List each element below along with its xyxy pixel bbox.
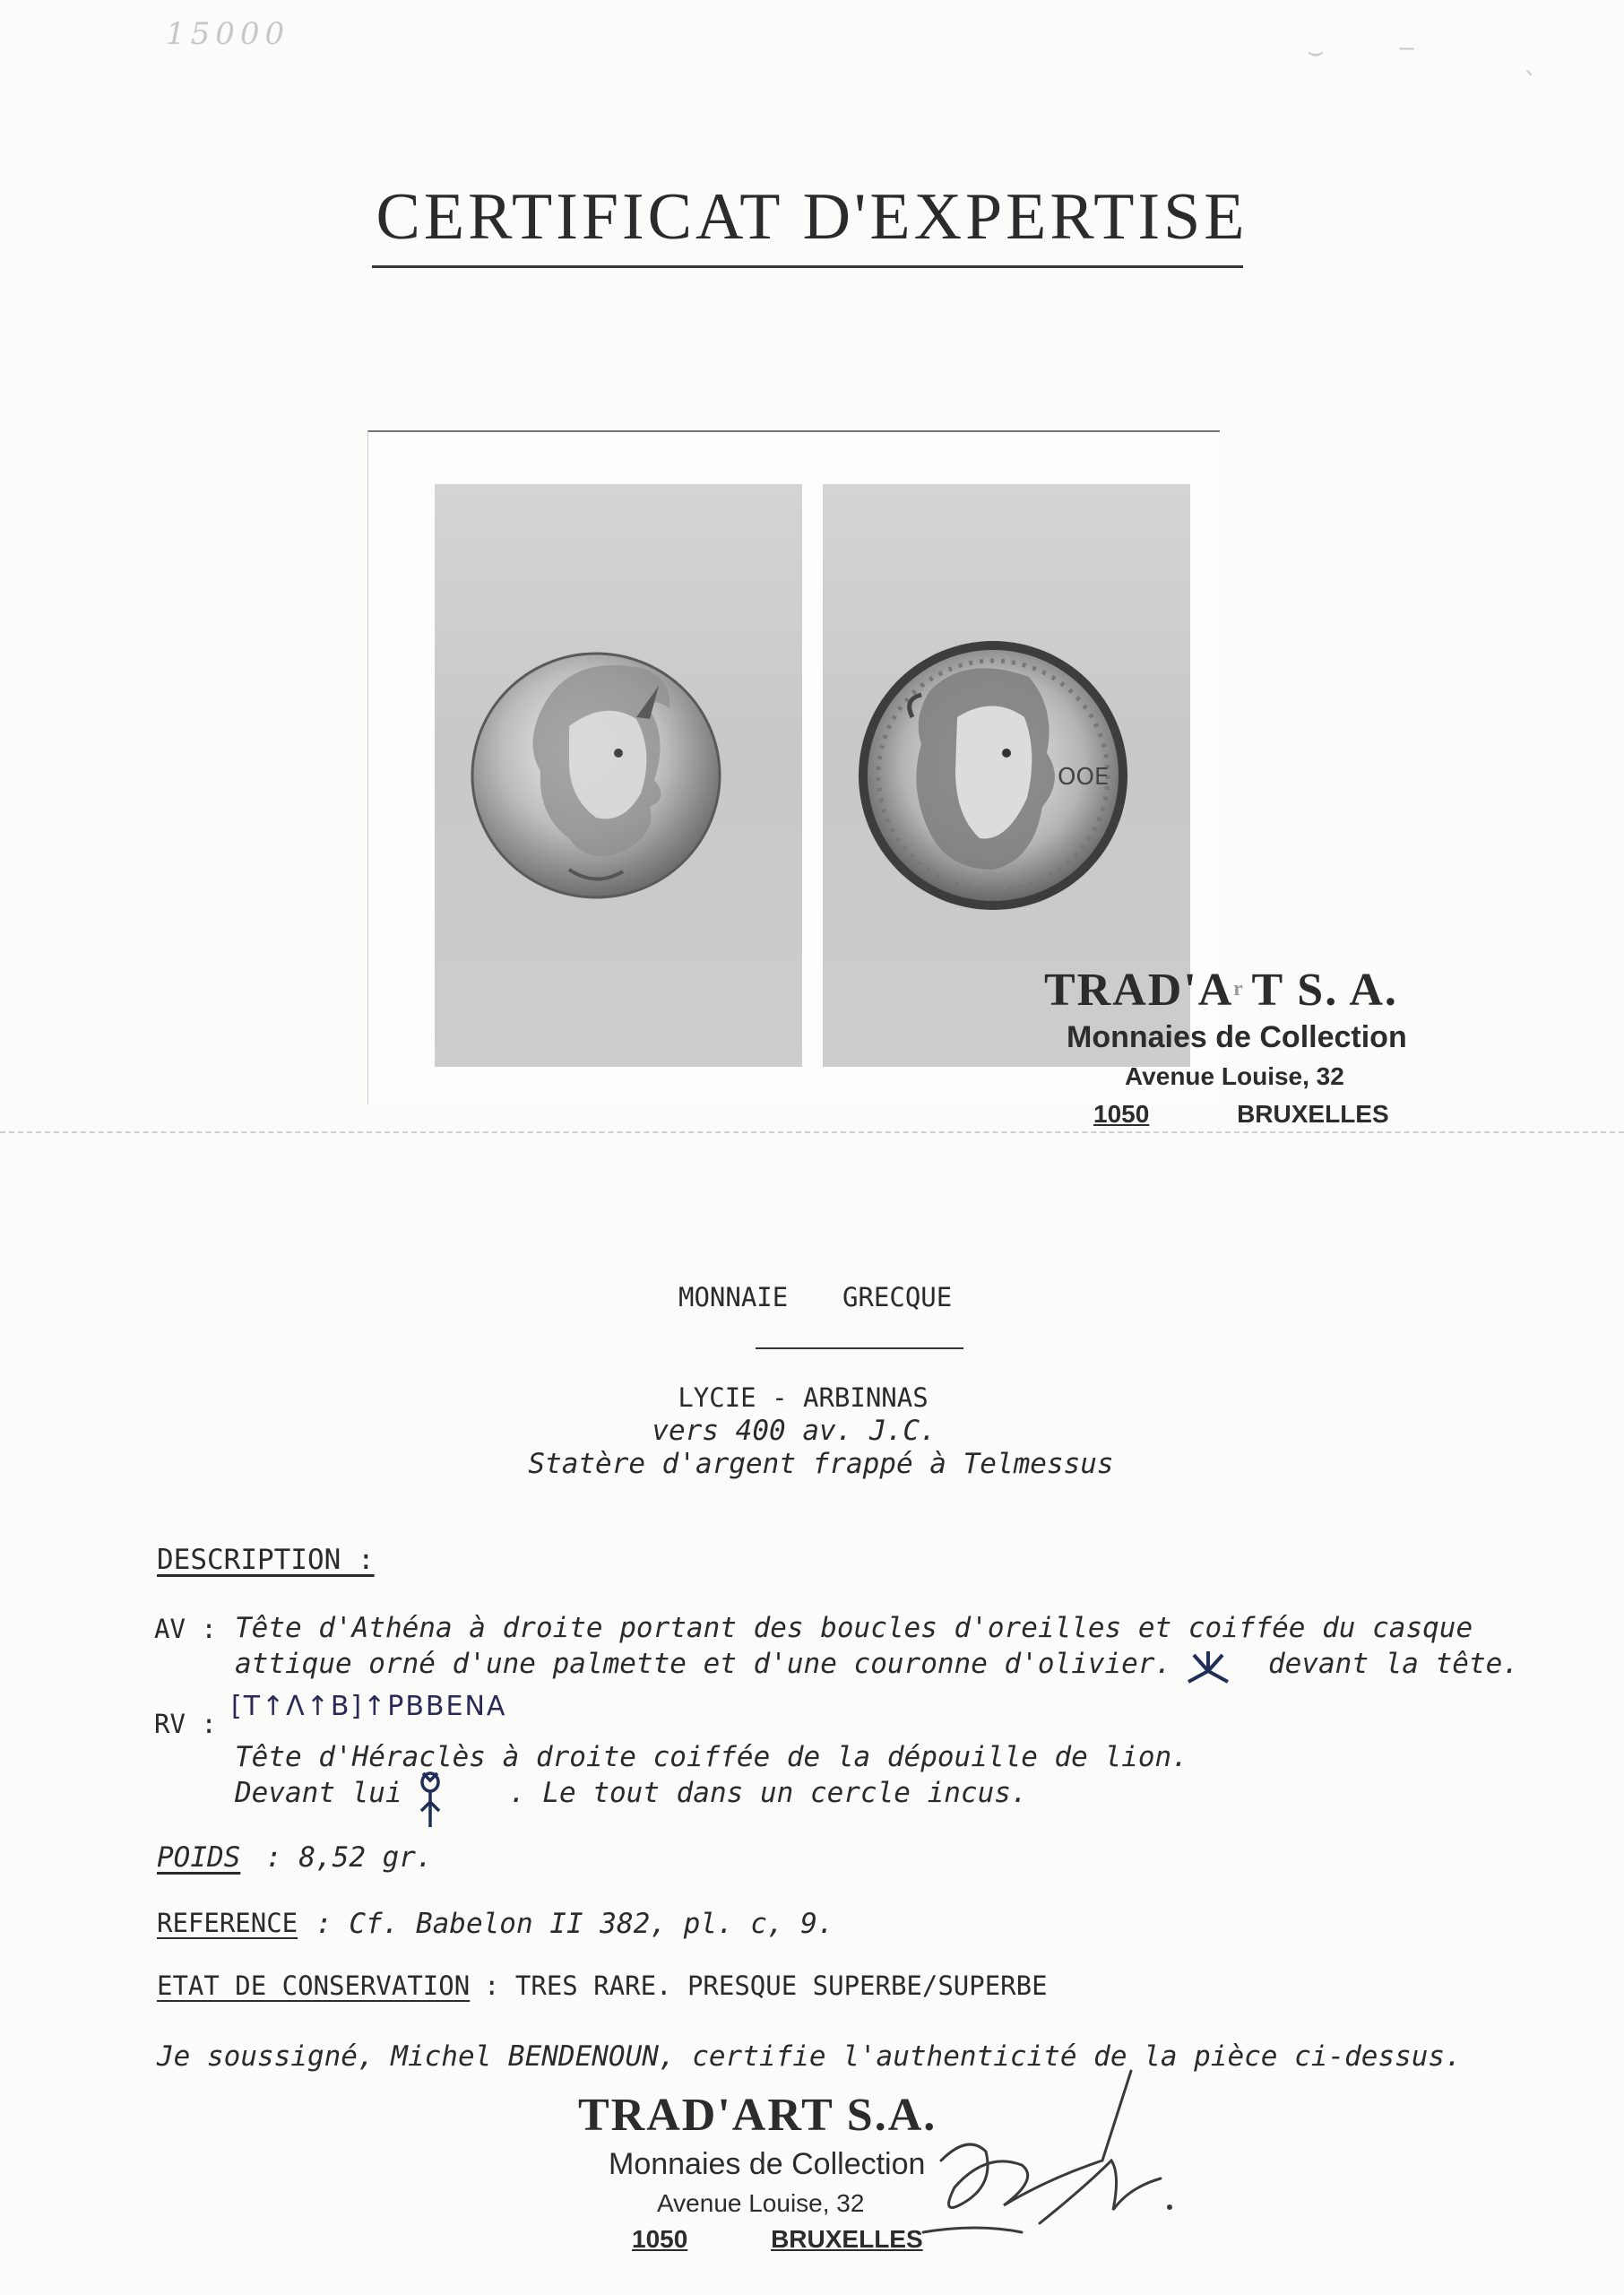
palmette-symbol-icon bbox=[1181, 1646, 1235, 1685]
heading-rule bbox=[756, 1347, 963, 1349]
av-label: AV : bbox=[154, 1614, 217, 1644]
svg-text:OOE: OOE bbox=[1058, 764, 1110, 791]
corner-dash-icon: ‒ bbox=[1398, 32, 1416, 64]
corner-tick-icon: ˎ bbox=[1524, 45, 1537, 76]
coin-region: LYCIE - ARBINNAS bbox=[678, 1382, 929, 1413]
description-label: DESCRIPTION : bbox=[157, 1544, 375, 1576]
stamp-bottom-city: BRUXELLES bbox=[771, 2225, 923, 2253]
condition-label: ETAT DE CONSERVATION bbox=[157, 1970, 471, 2001]
rv-line-2a: Devant lui bbox=[235, 1777, 402, 1809]
corner-scribble: 15000 bbox=[166, 16, 290, 52]
stamp-bottom-line1: Monnaies de Collection bbox=[609, 2147, 926, 2181]
category-right: GRECQUE bbox=[842, 1282, 953, 1312]
stamp-top-line2: Avenue Louise, 32 bbox=[1125, 1062, 1344, 1090]
coin-denomination: Statère d'argent frappé à Telmessus bbox=[528, 1448, 1114, 1480]
stamp-top-line1: Monnaies de Collection bbox=[1067, 1020, 1407, 1054]
title-underline bbox=[372, 265, 1243, 268]
attestation-text: Je soussigné, Michel BENDENOUN, certifie l'authenticité de la pièce ci-dessus. bbox=[157, 2040, 1462, 2073]
av-line-2-end: devant la tête. bbox=[1268, 1648, 1519, 1680]
obverse-coin-image bbox=[435, 484, 802, 1067]
reference-value: : Cf. Babelon II 382, pl. c, 9. bbox=[315, 1908, 834, 1940]
av-line-2: attique orné d'une palmette et d'une couronne d'olivier. bbox=[235, 1648, 1172, 1680]
coin-date: vers 400 av. J.C. bbox=[652, 1415, 937, 1447]
rv-line-2b: . Le tout dans un cercle incus. bbox=[509, 1777, 1028, 1809]
stamp-top-city: BRUXELLES bbox=[1237, 1100, 1389, 1128]
corner-mark-icon: ⌣ bbox=[1307, 36, 1325, 67]
certificate-title: CERTIFICAT D'EXPERTISE bbox=[376, 180, 1248, 254]
weight-label: POIDS bbox=[157, 1841, 241, 1874]
fold-line bbox=[0, 1131, 1624, 1133]
condition-value: : TRES RARE. PRESQUE SUPERBE/SUPERBE bbox=[484, 1970, 1048, 2001]
dealer-stamp-top: TRAD'Aʳ T S. A. Monnaies de Collection Avenue Louise, 32 1050 BRUXELLES bbox=[1044, 964, 1421, 1129]
reference-label: REFERENCE bbox=[157, 1908, 298, 1938]
rv-label: RV : bbox=[154, 1709, 217, 1739]
obverse-photo-panel bbox=[435, 484, 802, 1067]
stamp-bottom-postcode: 1050 bbox=[632, 2225, 688, 2253]
stamp-bottom-line2: Avenue Louise, 32 bbox=[657, 2189, 865, 2217]
weight-value: : 8,52 gr. bbox=[265, 1841, 433, 1874]
av-line-1: Tête d'Athéna à droite portant des boucles d'oreilles et coiffée du casque bbox=[235, 1612, 1473, 1644]
category-left: MONNAIE bbox=[678, 1282, 789, 1312]
signature-scrawl bbox=[905, 2053, 1210, 2268]
rv-line-1: Tête d'Héraclès à droite coiffée de la dépouille de lion. bbox=[235, 1741, 1188, 1773]
rv-legend: [T↑Λ↑B]↑PBBENA bbox=[231, 1691, 507, 1722]
ankh-symbol-icon bbox=[412, 1768, 448, 1832]
stamp-top-name: TRAD'A bbox=[1044, 965, 1234, 1016]
stamp-bottom-name: TRAD'ART S.A. bbox=[578, 2090, 937, 2141]
stamp-top-postcode: 1050 bbox=[1093, 1100, 1150, 1128]
stamp-top-name-smudged: T S. A. bbox=[1251, 965, 1398, 1016]
